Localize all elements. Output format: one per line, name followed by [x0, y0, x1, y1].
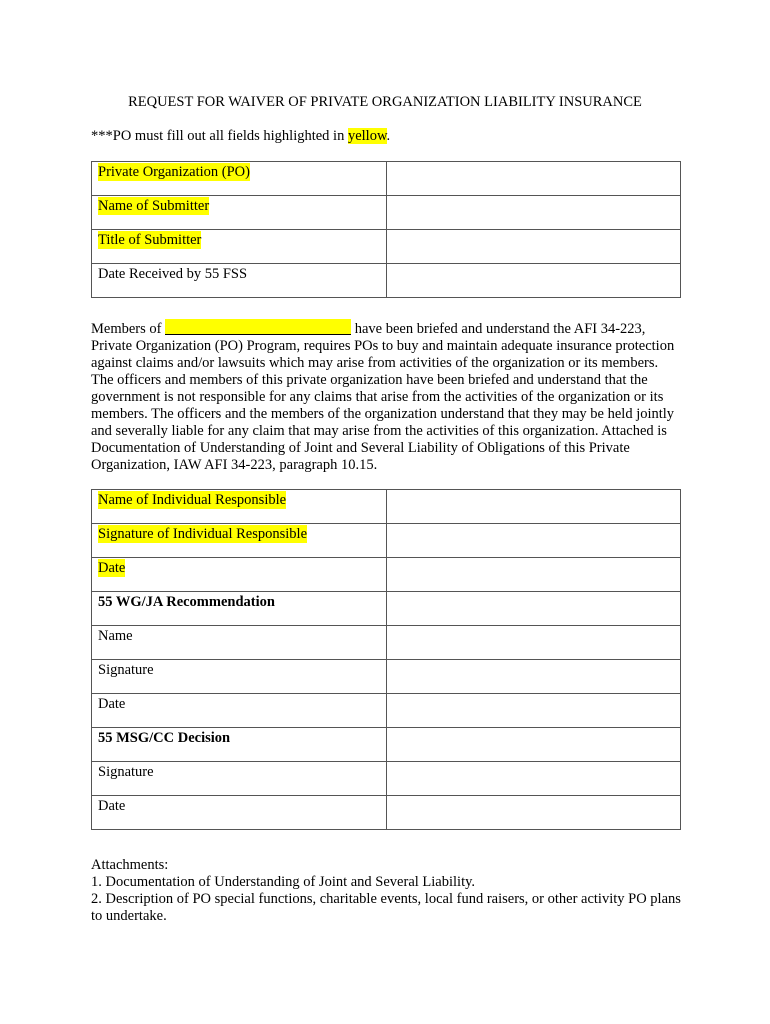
wg-ja-name-field[interactable]	[387, 626, 681, 660]
name-of-submitter-label: Name of Submitter	[98, 198, 210, 214]
wg-ja-recommendation-field[interactable]	[387, 592, 681, 626]
label-cell	[92, 524, 387, 558]
table-row	[92, 660, 681, 694]
msg-cc-signature-field[interactable]	[387, 762, 681, 796]
table-row	[92, 626, 681, 660]
label-cell	[92, 196, 387, 230]
table-row	[92, 490, 681, 524]
table-row	[92, 524, 681, 558]
table-row	[92, 728, 681, 762]
title-of-submitter-label: Title of Submitter	[98, 232, 202, 248]
label-cell	[92, 660, 387, 694]
table-row	[92, 592, 681, 626]
table-row	[92, 196, 681, 230]
attachments-section	[91, 857, 681, 925]
table-row	[92, 264, 681, 298]
wg-ja-signature-field[interactable]	[387, 660, 681, 694]
name-of-individual-field[interactable]	[387, 490, 681, 524]
wg-ja-recommendation-heading: 55 WG/JA Recommendation	[98, 594, 275, 610]
msg-cc-date-label: Date	[98, 798, 126, 814]
signature-of-individual-label: Signature of Individual Responsible	[98, 526, 308, 542]
table-row	[92, 558, 681, 592]
note-suffix: .	[386, 128, 391, 144]
instruction-note	[91, 127, 390, 145]
individual-date-label: Date	[98, 560, 126, 576]
private-organization-label: Private Organization (PO)	[98, 164, 250, 180]
note-prefix: ***PO must fill out all fields highlighted in	[91, 128, 348, 144]
label-cell	[92, 162, 387, 196]
table-row	[92, 162, 681, 196]
table-row	[92, 762, 681, 796]
name-of-individual-label: Name of Individual Responsible	[98, 492, 287, 508]
label-cell	[92, 626, 387, 660]
attachment-item-2: 2. Description of PO special functions, charitable events, local fund raisers, or other activity PO plans to undertake.	[91, 891, 681, 924]
msg-cc-signature-label: Signature	[98, 764, 154, 780]
label-cell	[92, 694, 387, 728]
msg-cc-decision-heading: 55 MSG/CC Decision	[98, 730, 231, 746]
date-received-field[interactable]	[387, 264, 681, 298]
page-title: REQUEST FOR WAIVER OF PRIVATE ORGANIZATION LIABILITY INSURANCE	[128, 94, 642, 110]
organization-name-blank[interactable]	[165, 319, 351, 335]
title-of-submitter-field[interactable]	[387, 230, 681, 264]
table-row	[92, 796, 681, 830]
responsibility-table	[91, 489, 681, 830]
note-highlight-word: yellow	[347, 128, 387, 144]
wg-ja-name-label: Name	[98, 628, 133, 644]
organization-info-table	[91, 161, 681, 298]
acknowledgement-paragraph	[91, 319, 681, 474]
paragraph-lead: Members of	[91, 321, 166, 337]
label-cell	[92, 762, 387, 796]
table-row	[92, 230, 681, 264]
private-organization-field[interactable]	[387, 162, 681, 196]
table-row	[92, 694, 681, 728]
name-of-submitter-field[interactable]	[387, 196, 681, 230]
label-cell	[92, 490, 387, 524]
label-cell	[92, 558, 387, 592]
msg-cc-decision-field[interactable]	[387, 728, 681, 762]
paragraph-body: have been briefed and understand the AFI 34-223, Private Organization (PO) Program, requires POs to buy and maintain adequate insurance protection against claims and/or lawsuits which may arise from activities of the organization or its members. The officers and members of this private organization have been briefed and understand that the government is not responsible for any claims that arise from the activities of the organization or its members. The officers and the members of the organization understand that they may be held jointly and severally liable for any claim that may arise from the activities of this organization. Attached is Documentation of Understanding of Joint and Several Liability of Obligations of this Private Organization, IAW AFI 34-223, paragraph 10.15.	[91, 321, 675, 473]
label-cell	[92, 796, 387, 830]
label-cell	[92, 264, 387, 298]
wg-ja-signature-label: Signature	[98, 662, 154, 678]
attachments-heading: Attachments:	[91, 857, 169, 873]
label-cell	[92, 728, 387, 762]
label-cell	[92, 592, 387, 626]
date-received-label: Date Received by 55 FSS	[98, 266, 248, 282]
wg-ja-date-label: Date	[98, 696, 126, 712]
signature-of-individual-field[interactable]	[387, 524, 681, 558]
attachment-item-1: 1. Documentation of Understanding of Joint and Several Liability.	[91, 874, 476, 890]
label-cell	[92, 230, 387, 264]
wg-ja-date-field[interactable]	[387, 694, 681, 728]
individual-date-field[interactable]	[387, 558, 681, 592]
msg-cc-date-field[interactable]	[387, 796, 681, 830]
